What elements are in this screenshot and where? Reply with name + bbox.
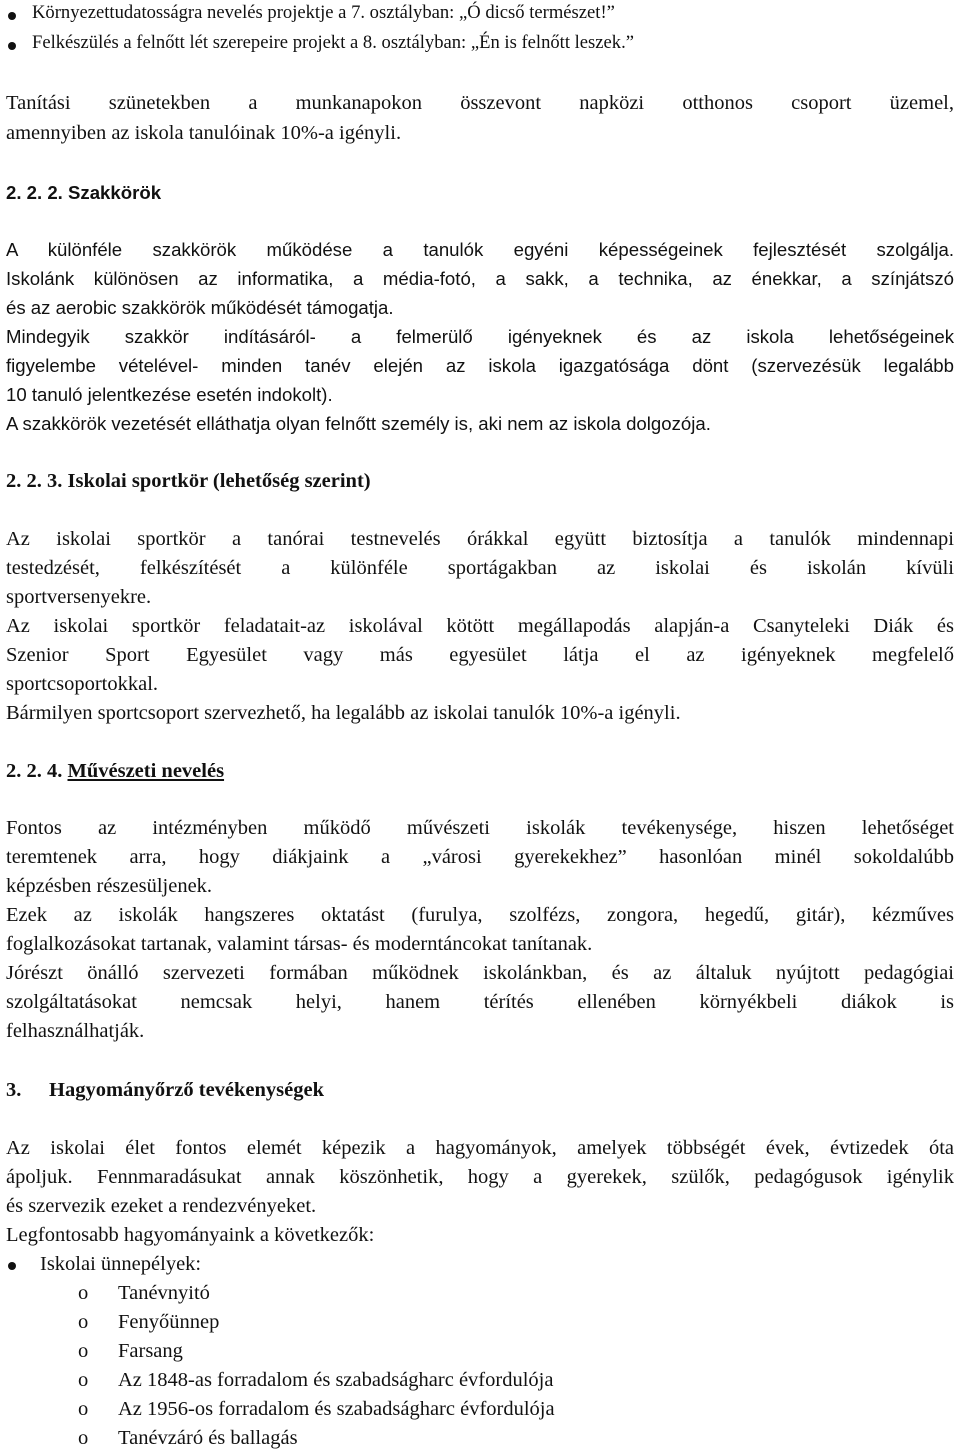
paragraph-line: és az aerobic szakkörök működését támogatja.	[6, 297, 394, 318]
sub-bullet-marker: o	[78, 1369, 89, 1391]
paragraph-line: sportversenyekre.	[6, 586, 152, 608]
paragraph-line: A különféle szakkörök működése a tanulók egyéni képességeinek fejlesztését szolgálja.	[6, 239, 954, 260]
paragraph-line: Mindegyik szakkör indításáról- a felmerülő igényeknek és az iskola lehetőségeinek	[6, 326, 954, 347]
sub-bullet-marker: o	[78, 1340, 89, 1362]
paragraph-line: Iskolánk különösen az informatika, a média-fotó, a sakk, a technika, az énekkar, a színjátszó	[6, 268, 954, 289]
paragraph-line: Szenior Sport Egyesület vagy más egyesület látja el az igényeknek megfelelő	[6, 644, 954, 666]
paragraph-line: testedzését, felkészítését a különféle sportágakban az iskolai és iskolán kívüli	[6, 557, 954, 579]
paragraph-line: szolgáltatásokat nemcsak helyi, hanem térítés ellenében környékbeli diákok is	[6, 991, 954, 1013]
section-number: 2. 2. 3.	[6, 470, 63, 492]
paragraph-line: Ezek az iskolák hangszeres oktatást (furulya, szolfézs, zongora, hegedű, gitár), kézműves	[6, 904, 954, 926]
paragraph-line: Fontos az intézményben működő művészeti iskolák tevékenysége, hiszen lehetőséget	[6, 817, 954, 839]
paragraph-line: figyelembe vételével- minden tanév elején az iskola igazgatósága dönt (szervezésük legalább	[6, 355, 954, 376]
bullet-text: Környezettudatosságra nevelés projektje a 7. osztályban: „Ó dicső természet!”	[32, 2, 615, 23]
paragraph-line: foglalkozásokat tartanak, valamint társas- és moderntáncokat tanítanak.	[6, 933, 593, 955]
paragraph-line: Az iskolai sportkör feladatait-az iskolával kötött megállapodás alapján-a Csanyteleki Diák és	[6, 615, 954, 637]
paragraph-line: Jórészt önálló szervezeti formában működnek iskolánkban, és az általuk nyújtott pedagógiai	[6, 962, 954, 984]
section-title: Hagyományőrző tevékenységek	[49, 1079, 324, 1101]
section-number: 2. 2. 4.	[6, 760, 63, 782]
section-heading: 2. 2. 2. Szakkörök	[6, 182, 162, 203]
bullet-dot	[8, 42, 16, 50]
sub-list-item: Tanévnyitó	[118, 1282, 210, 1304]
sub-bullet-marker: o	[78, 1398, 89, 1420]
paragraph-line: képzésben részesüljenek.	[6, 875, 213, 897]
sub-list-item: Az 1848-as forradalom és szabadságharc évfordulója	[118, 1369, 554, 1391]
sub-list-item: Farsang	[118, 1340, 183, 1362]
bullet-text: Iskolai ünnepélyek:	[40, 1253, 202, 1275]
paragraph-line: 10 tanuló jelentkezése esetén indokolt).	[6, 384, 333, 405]
bullet-dot	[8, 12, 16, 20]
sub-bullet-marker: o	[78, 1427, 89, 1449]
bullet-text: Felkészülés a felnőtt lét szerepeire projekt a 8. osztályban: „Én is felnőtt leszek.”	[32, 32, 634, 53]
section-number: 3.	[6, 1079, 22, 1101]
sub-bullet-marker: o	[78, 1311, 89, 1333]
sub-list-item: Tanévzáró és ballagás	[118, 1427, 298, 1449]
paragraph-line: sportcsoportokkal.	[6, 673, 159, 695]
paragraph-line: felhasználhatják.	[6, 1020, 145, 1042]
paragraph-line: teremtenek arra, hogy diákjaink a „városi gyerekekhez” hasonlóan minél sokoldalúbb	[6, 846, 954, 868]
paragraph-line: és szervezik ezeket a rendezvényeket.	[6, 1195, 317, 1217]
sub-list-item: Az 1956-os forradalom és szabadságharc évfordulója	[118, 1398, 555, 1420]
section-title: Művészeti nevelés	[67, 760, 225, 782]
section-heading	[6, 470, 371, 493]
paragraph-line: amennyiben az iskola tanulóinak 10%-a igényli.	[6, 122, 402, 144]
paragraph-line: Bármilyen sportcsoport szervezhető, ha legalább az iskolai tanulók 10%-a igényli.	[6, 702, 681, 724]
paragraph-line: Az iskolai élet fontos elemét képezik a hagyományok, amelyek többségét évek, évtizedek óta	[6, 1137, 954, 1159]
bullet-dot	[8, 1262, 16, 1270]
paragraph-line: ápoljuk. Fennmaradásukat annak köszönhetik, hogy a gyerekek, szülők, pedagógusok igénylik	[6, 1166, 954, 1188]
paragraph-line: Legfontosabb hagyományaink a következők:	[6, 1224, 375, 1246]
paragraph-line: A szakkörök vezetését elláthatja olyan felnőtt személy is, aki nem az iskola dolgozója.	[6, 413, 711, 434]
sub-bullet-marker: o	[78, 1282, 89, 1304]
paragraph-line: Tanítási szünetekben a munkanapokon összevont napközi otthonos csoport üzemel,	[6, 92, 954, 114]
paragraph-line: Az iskolai sportkör a tanórai testnevelés órákkal együtt biztosítja a tanulók mindennapi	[6, 528, 954, 550]
section-heading	[6, 760, 224, 783]
sub-list-item: Fenyőünnep	[118, 1311, 220, 1333]
section-title: Iskolai sportkör (lehetőség szerint)	[67, 470, 371, 492]
section-heading	[6, 1079, 21, 1102]
